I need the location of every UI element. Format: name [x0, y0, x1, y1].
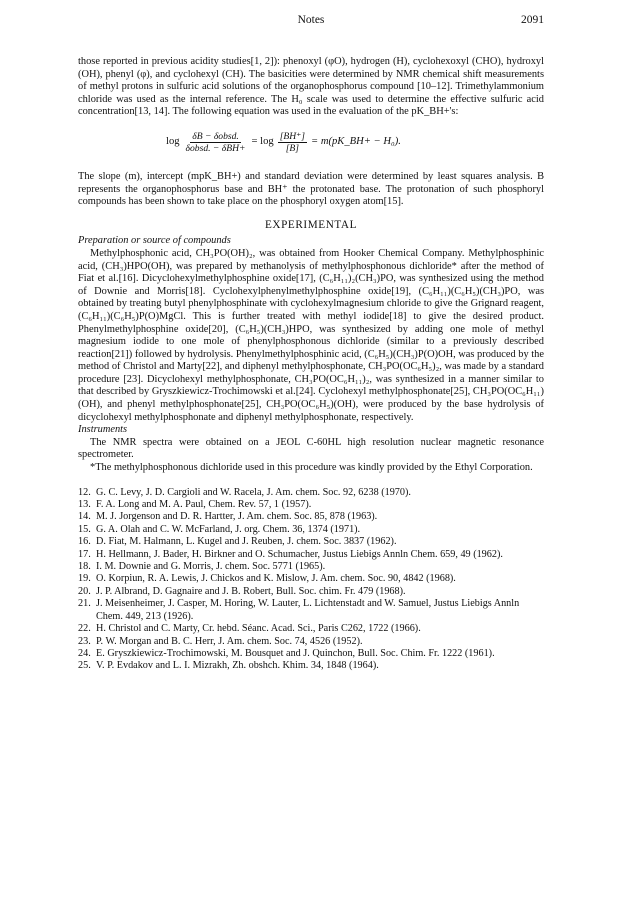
experimental-heading: EXPERIMENTAL [264, 218, 358, 231]
eq-log-1: log [166, 136, 180, 148]
reference-item [78, 586, 544, 598]
reference-item [78, 660, 544, 672]
preparation-subheading: Preparation or source of compounds [78, 235, 231, 247]
reference-number: 21. [78, 598, 91, 610]
equation-block [78, 125, 544, 165]
intro-paragraph: those reported in previous acidity studies[1, 2]): phenoxyl (φO), hydrogen (H), cyclohexoxyl (CHO), hydroxyl (OH), phenyl (φ), and cyclohexyl (CH). The basicities were determined by NMR chemical shift measurements of methyl protons in sulfuric acid solutions of the organophosphorus compound [10–12]. Trimethylammonium chloride was used as the internal reference. The H₀ scale was used to determine the effective sulfuric acid concentration[13, 14]. The following equation was used in the evaluation of the pK_BH+'s: [78, 56, 544, 118]
reference-text: G. A. Olah and C. W. McFarland, J. org. Chem. 36, 1374 (1971). [96, 523, 361, 535]
running-header [78, 14, 544, 32]
eq-fraction-2-denominator: [B] [285, 142, 300, 154]
reference-item [78, 499, 544, 511]
reference-item [78, 549, 544, 561]
eq-fraction-2 [278, 131, 307, 154]
article-body [78, 56, 544, 673]
reference-item [78, 623, 544, 635]
reference-number: 17. [78, 548, 91, 560]
page-number: 2091 [521, 14, 544, 26]
reference-text: D. Fiat, M. Halmann, L. Kugel and J. Reuben, J. chem. Soc. 3837 (1962). [96, 536, 397, 548]
eq-rhs: = m(pK_BH+ − H₀). [311, 136, 401, 148]
reference-number: 14. [78, 511, 91, 523]
eq-fraction-2-numerator: [BH⁺] [279, 130, 306, 142]
reference-number: 19. [78, 573, 91, 585]
reference-item [78, 648, 544, 660]
reference-text: V. P. Evdakov and L. I. Mizrakh, Zh. obshch. Khim. 34, 1848 (1964). [96, 660, 379, 672]
reference-text: H. Hellmann, J. Bader, H. Birkner and O. Schumacher, Justus Liebigs Annln Chem. 659, 49 (1962). [96, 548, 503, 560]
preparation-paragraph: Methylphosphonic acid, CH₃PO(OH)₂, was obtained from Hooker Chemical Company. Methylphosphinic acid, (CH₃)HPO(OH), was prepared by methanolysis of methylphosphonous dichloride* after the method of Fiat et al.[16]. Dicyclohexylmethylphosphine oxide[17], (C₆H₁₁)₂(CH₃)PO, was synthesized using the method of Downie and Morris[18]. Cyclohexylphenylmethylphosphine oxide[19], (C₆H₁₁)(C₆H₅)(CH₃)PO, was obtained by treating butyl phenylphosphinate with cyclohexylmagnesium chloride to give the Grignard reagent, (C₆H₁₁)(C₆H₅)P(O)MgCl. This is further treated with methyl iodide[18] to give the desired product. Phenylmethylphosphine oxide[20], (C₆H₅)(CH₃)HPO, was synthesized by adding one mole of methyl magnesium iodide to one mole of phenylphosphonous dichloride (similar to a previously described reaction[21]) followed by hydrolysis. Phenylmethylphosphinic acid, (C₆H₅)(CH₃)P(O)OH, was produced by the method of Christol and Marty[22], and diphenyl methylphosphonate, CH₃PO(OC₆H₅)₂, was made by a standard procedure [23]. Dicyclohexyl methylphosphonate, CH₃PO(OC₆H₁₁)₂, was synthesized in a manner similar to that described by Gryszkiewicz-Trochimowski et al.[24]. Cyclohexyl methylphosphonate[25], CH₃PO(OC₆H₁₁)(OH), and phenyl methylphosphonate[25], CH₃PO(OC₆H₅)(OH), were produced by the base hydrolysis of dicyclohexyl methylphosphonate and diphenyl methylphosphonate, respectively. [78, 247, 544, 423]
reference-item [78, 536, 544, 548]
reference-text: J. P. Albrand, D. Gagnaire and J. B. Robert, Bull. Soc. chim. Fr. 479 (1968). [96, 585, 406, 597]
instruments-subheading: Instruments [78, 424, 128, 436]
reference-item [78, 524, 544, 536]
reference-number: 23. [78, 635, 91, 647]
reference-item [78, 573, 544, 585]
reference-number: 20. [78, 585, 91, 597]
reference-number: 25. [78, 660, 91, 672]
reference-number: 15. [78, 523, 91, 535]
reference-number: 13. [78, 499, 91, 511]
reference-number: 18. [78, 561, 91, 573]
reference-text: O. Korpiun, R. A. Lewis, J. Chickos and K. Mislow, J. Am. chem. Soc. 90, 4842 (1968). [96, 573, 456, 585]
running-title: Notes [297, 14, 325, 26]
reference-text: P. W. Morgan and B. C. Herr, J. Am. chem. Soc. 74, 4526 (1952). [96, 635, 363, 647]
eq-fraction-1-numerator: δB − δobsd. [192, 130, 239, 142]
analysis-paragraph: The slope (m), intercept (mpK_BH+) and standard deviation were determined by least squares analysis. B represents the organophosphorus base and BH⁺ the protonated base. The protonation of such phosphoryl compounds has been shown to take place on the phosphoryl oxygen atom[15]. [78, 170, 544, 208]
reference-text: M. J. Jorgenson and D. R. Hartter, J. Am. chem. Soc. 85, 878 (1963). [96, 511, 378, 523]
reference-number: 12. [78, 486, 91, 498]
reference-text: F. A. Long and M. A. Paul, Chem. Rev. 57, 1 (1957). [96, 499, 312, 511]
reference-text: E. Gryszkiewicz-Trochimowski, M. Bousquet and J. Quinchon, Bull. Soc. Chim. Fr. 1222 (1961). [96, 647, 495, 659]
reference-text: J. Meisenheimer, J. Casper, M. Horing, W. Lauter, L. Lichtenstadt and W. Samuel, Justus Liebigs Annln Chem. 449, 213 (1926). [96, 598, 520, 622]
footnote: *The methylphosphonous dichloride used in this procedure was kindly provided by the Ethyl Corporation. [90, 462, 533, 474]
instruments-paragraph: The NMR spectra were obtained on a JEOL C-60HL high resolution nuclear magnetic resonance spectrometer. [78, 436, 544, 461]
reference-number: 24. [78, 647, 91, 659]
reference-item [78, 511, 544, 523]
reference-item [78, 561, 544, 573]
reference-number: 16. [78, 536, 91, 548]
eq-equals-log: = log [251, 136, 274, 148]
reference-item [78, 487, 544, 499]
reference-list [78, 487, 544, 673]
reference-number: 22. [78, 623, 91, 635]
reference-text: G. C. Levy, J. D. Cargioli and W. Racela, J. Am. chem. Soc. 92, 6238 (1970). [96, 486, 411, 498]
reference-text: H. Christol and C. Marty, Cr. hebd. Séanc. Acad. Sci., Paris C262, 1722 (1966). [96, 623, 421, 635]
eq-fraction-1-denominator: δobsd. − δBH+ [185, 142, 246, 154]
reference-item [78, 636, 544, 648]
reference-item [78, 598, 544, 623]
eq-fraction-1 [184, 131, 248, 154]
reference-text: I. M. Downie and G. Morris, J. chem. Soc. 5771 (1965). [96, 561, 326, 573]
